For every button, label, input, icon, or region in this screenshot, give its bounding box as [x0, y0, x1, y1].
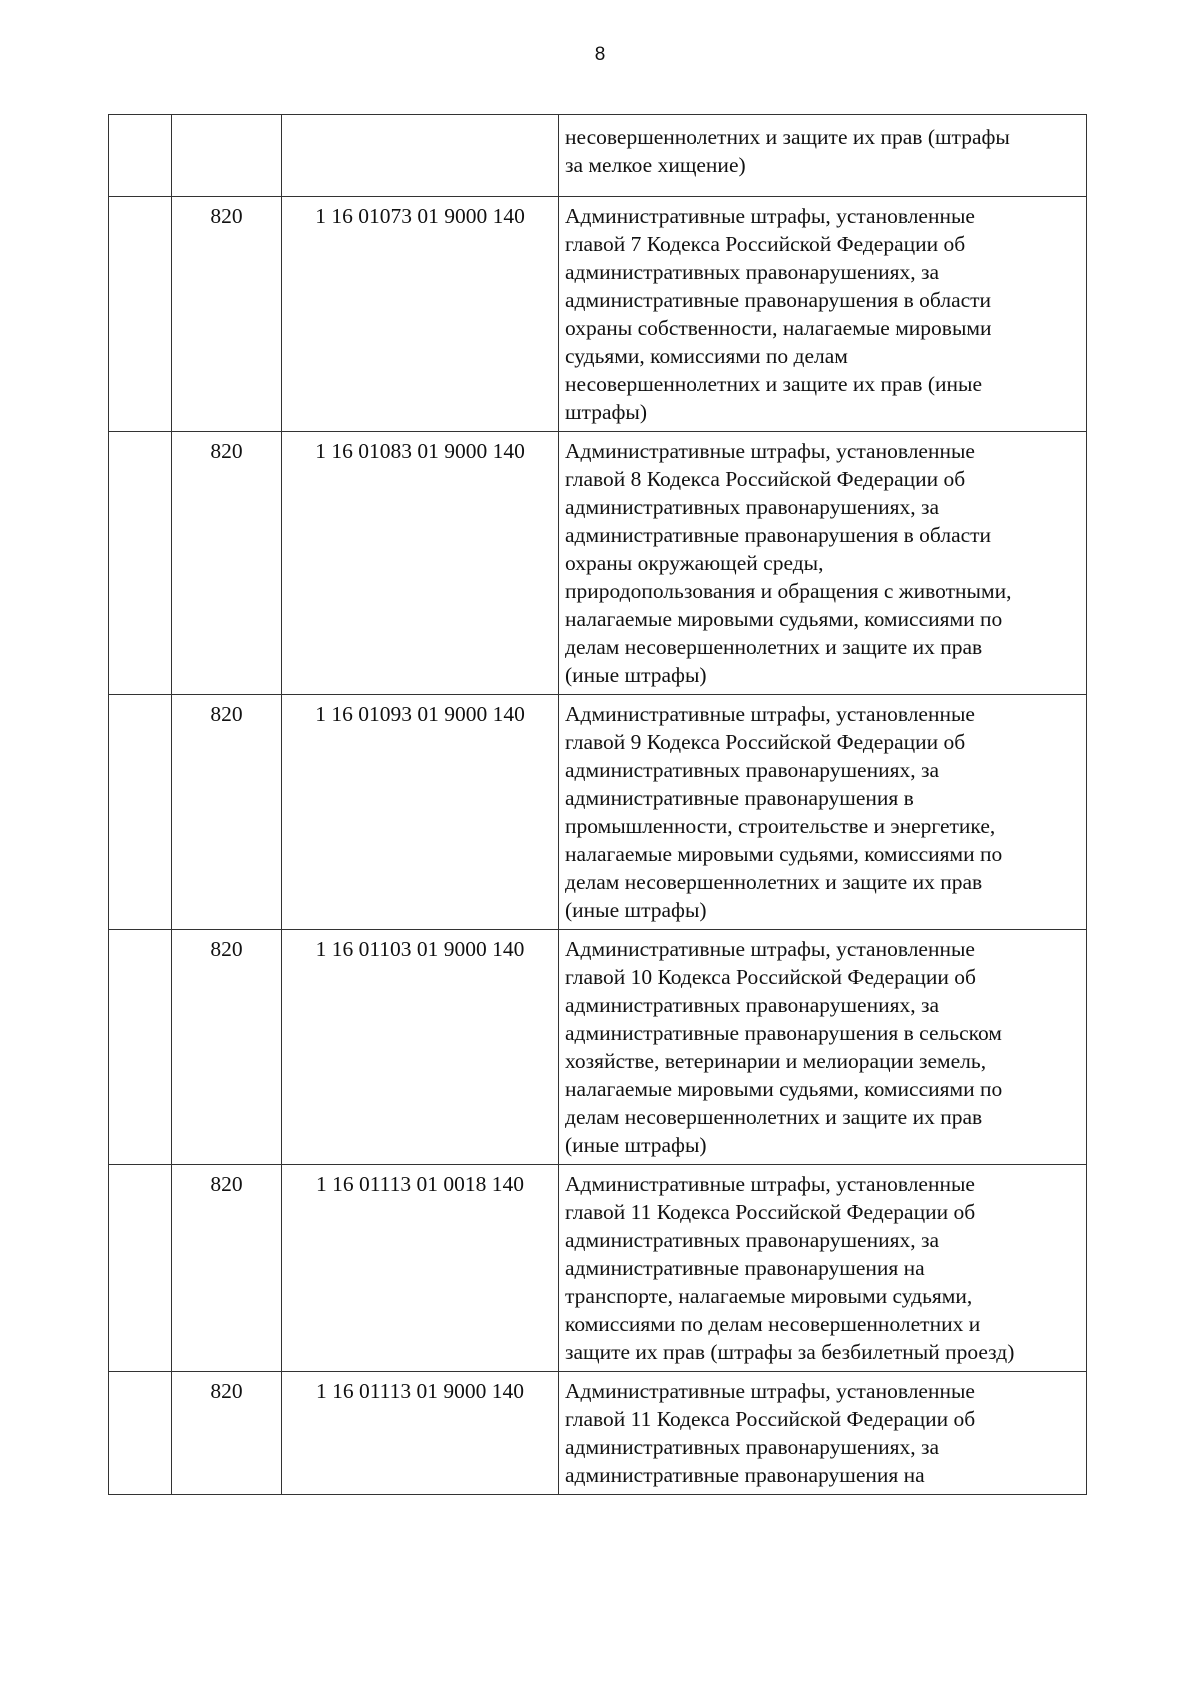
description-cell — [559, 432, 1087, 695]
description-line: главой 11 Кодекса Российской Федерации об — [565, 1407, 976, 1431]
description-line: несовершеннолетних и защите их прав (штрафы — [565, 125, 1010, 149]
description-cell — [559, 197, 1087, 432]
description-line: (иные штрафы) — [565, 663, 707, 687]
description-line: главой 11 Кодекса Российской Федерации об — [565, 1200, 976, 1224]
description-cell — [559, 1165, 1087, 1372]
row-number-cell — [109, 197, 172, 432]
description-cell — [559, 695, 1087, 930]
budget-code-cell: 1 16 01113 01 0018 140 — [282, 1165, 559, 1372]
admin-code-cell: 820 — [172, 432, 282, 695]
description-line: административные правонарушения в области — [565, 288, 992, 312]
description-line: делам несовершеннолетних и защите их прав — [565, 635, 983, 659]
admin-code-cell: 820 — [172, 197, 282, 432]
description-line: охраны окружающей среды, — [565, 551, 824, 575]
description-line: несовершеннолетних и защите их прав (иные — [565, 372, 982, 396]
budget-code-cell: 1 16 01103 01 9000 140 — [282, 930, 559, 1165]
description-line: Административные штрафы, установленные — [565, 937, 975, 961]
description-line: транспорте, налагаемые мировыми судьями, — [565, 1284, 973, 1308]
description-cell — [559, 930, 1087, 1165]
budget-code-cell: 1 16 01113 01 9000 140 — [282, 1372, 559, 1495]
budget-code-cell: 1 16 01083 01 9000 140 — [282, 432, 559, 695]
description-line: административных правонарушениях, за — [565, 495, 940, 519]
budget-code-cell: 1 16 01093 01 9000 140 — [282, 695, 559, 930]
description-line: административных правонарушениях, за — [565, 993, 940, 1017]
fines-table-body — [109, 115, 1087, 1495]
description-line: главой 7 Кодекса Российской Федерации об — [565, 232, 966, 256]
description-line: природопользования и обращения с животными, — [565, 579, 1012, 603]
description-line: судьями, комиссиями по делам — [565, 344, 848, 368]
table-row — [109, 115, 1087, 197]
fines-table — [108, 114, 1087, 1495]
admin-code-cell: 820 — [172, 1372, 282, 1495]
row-number-cell — [109, 115, 172, 197]
row-number-cell — [109, 1165, 172, 1372]
admin-code-cell: 820 — [172, 930, 282, 1165]
admin-code-cell: 820 — [172, 1165, 282, 1372]
table-row — [109, 695, 1087, 930]
description-line: Административные штрафы, установленные — [565, 1379, 975, 1403]
description-cell — [559, 115, 1087, 197]
description-line: делам несовершеннолетних и защите их прав — [565, 1105, 983, 1129]
description-line: Административные штрафы, установленные — [565, 204, 975, 228]
row-number-cell — [109, 930, 172, 1165]
description-line: административные правонарушения в области — [565, 523, 992, 547]
admin-code-cell: 820 — [172, 695, 282, 930]
row-number-cell — [109, 1372, 172, 1495]
description-line: делам несовершеннолетних и защите их прав — [565, 870, 983, 894]
description-line: штрафы) — [565, 400, 648, 424]
description-line: административных правонарушениях, за — [565, 260, 940, 284]
description-line: административные правонарушения в сельском — [565, 1021, 1002, 1045]
page-number: 8 — [594, 44, 606, 65]
description-cell — [559, 1372, 1087, 1495]
row-number-cell — [109, 695, 172, 930]
budget-code-cell: 1 16 01073 01 9000 140 — [282, 197, 559, 432]
budget-code-cell — [282, 115, 559, 197]
table-row — [109, 432, 1087, 695]
description-line: хозяйстве, ветеринарии и мелиорации земель, — [565, 1049, 987, 1073]
table-row — [109, 930, 1087, 1165]
table-row — [109, 1372, 1087, 1495]
description-line: налагаемые мировыми судьями, комиссиями по — [565, 1077, 1003, 1101]
table-row — [109, 1165, 1087, 1372]
description-line: охраны собственности, налагаемые мировыми — [565, 316, 992, 340]
description-line: главой 8 Кодекса Российской Федерации об — [565, 467, 966, 491]
description-line: налагаемые мировыми судьями, комиссиями по — [565, 607, 1003, 631]
description-line: административные правонарушения на — [565, 1256, 925, 1280]
description-line: административных правонарушениях, за — [565, 1435, 940, 1459]
description-line: (иные штрафы) — [565, 1133, 707, 1157]
description-line: главой 10 Кодекса Российской Федерации об — [565, 965, 976, 989]
description-line: Административные штрафы, установленные — [565, 439, 975, 463]
description-line: промышленности, строительстве и энергетике, — [565, 814, 996, 838]
table-row — [109, 197, 1087, 432]
description-line: комиссиями по делам несовершеннолетних и — [565, 1312, 981, 1336]
description-line: административных правонарушениях, за — [565, 758, 940, 782]
description-line: Административные штрафы, установленные — [565, 1172, 975, 1196]
description-line: (иные штрафы) — [565, 898, 707, 922]
description-line: за мелкое хищение) — [565, 153, 746, 177]
admin-code-cell — [172, 115, 282, 197]
description-line: защите их прав (штрафы за безбилетный проезд) — [565, 1340, 1015, 1364]
description-line: главой 9 Кодекса Российской Федерации об — [565, 730, 966, 754]
description-line: административных правонарушениях, за — [565, 1228, 940, 1252]
description-line: налагаемые мировыми судьями, комиссиями по — [565, 842, 1003, 866]
description-line: административные правонарушения на — [565, 1463, 925, 1487]
row-number-cell — [109, 432, 172, 695]
description-line: административные правонарушения в — [565, 786, 914, 810]
description-line: Административные штрафы, установленные — [565, 702, 975, 726]
